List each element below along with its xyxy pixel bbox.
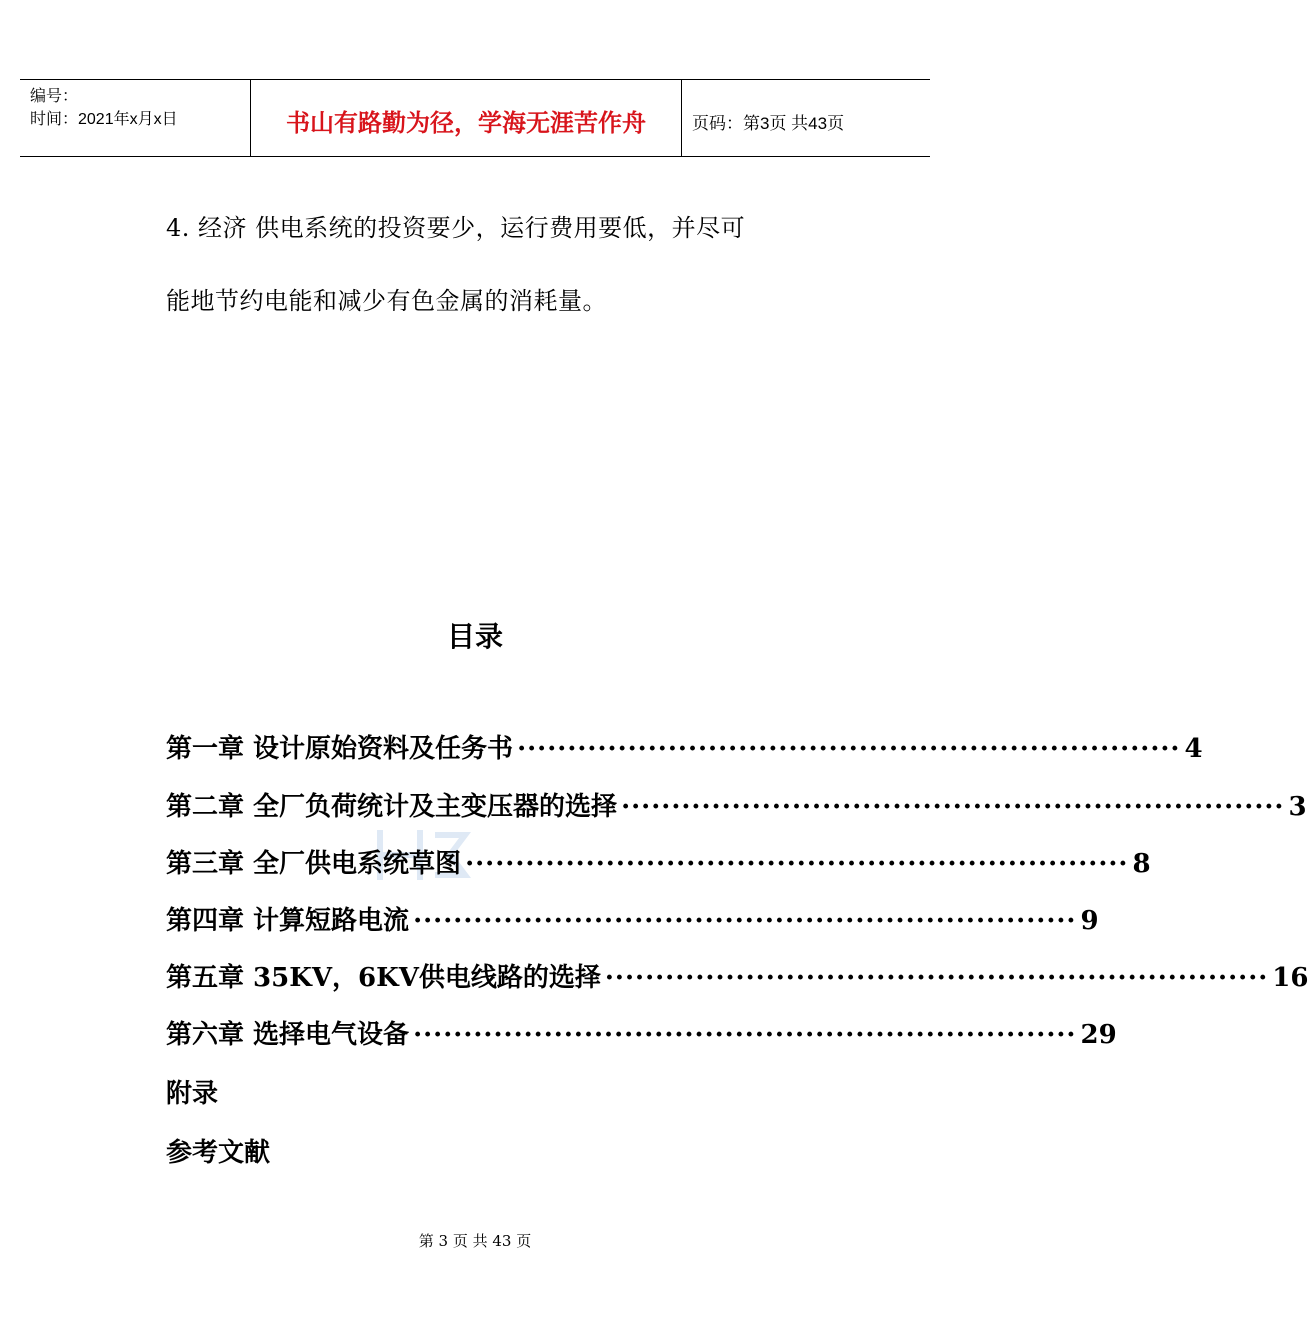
toc-entry-page: 29	[1080, 1020, 1117, 1050]
toc-entry-page: 16	[1272, 963, 1308, 993]
header-page-info: 页码：第3页 共43页	[692, 114, 845, 133]
toc-entry[interactable]	[166, 957, 1308, 997]
page-header	[20, 79, 930, 157]
body-paragraph-line-1: 4. 经济 供电系统的投资要少，运行费用要低，并尽可	[166, 214, 746, 242]
document-time-label: 时间：2021年x月x日	[30, 111, 178, 128]
toc-title: 目录	[446, 620, 503, 653]
toc-entry-page: 4	[1184, 734, 1203, 764]
body-paragraph-line-2: 能地节约电能和减少有色金属的消耗量。	[166, 287, 607, 315]
header-right-cell	[682, 80, 930, 156]
toc-entry[interactable]	[166, 728, 1203, 768]
toc-leader-dots: ··································································	[413, 906, 1077, 936]
toc-entry-page: 9	[1080, 906, 1099, 936]
toc-entry[interactable]	[166, 843, 1151, 883]
toc-leader-dots: ··································································	[465, 849, 1129, 879]
header-middle-cell	[251, 80, 682, 156]
toc-entry-title: 第五章 35KV，6KV供电线路的选择	[166, 963, 601, 993]
toc-leader-dots: ··································································	[604, 963, 1269, 993]
document-code-label: 编号：	[30, 88, 79, 105]
toc-entry-title: 第六章 选择电气设备	[166, 1020, 410, 1050]
toc-entry[interactable]	[166, 786, 1307, 826]
toc-entry-title: 第三章 全厂供电系统草图	[166, 849, 462, 879]
toc-entry[interactable]	[166, 900, 1099, 940]
header-motto: 书山有路勤为径，学海无涯苦作舟	[286, 109, 646, 137]
toc-leader-dots: ··································································	[517, 734, 1181, 764]
toc-appendix[interactable]: 附录	[166, 1079, 219, 1109]
toc-entry-title: 第四章 计算短路电流	[166, 906, 410, 936]
toc-entry-title: 第二章 全厂负荷统计及主变压器的选择	[166, 792, 618, 822]
toc-entry-page: 3	[1288, 792, 1307, 822]
toc-leader-dots: ··································································	[621, 792, 1285, 822]
toc-leader-dots: ··································································	[413, 1020, 1077, 1050]
toc-entry-title: 第一章 设计原始资料及任务书	[166, 734, 514, 764]
toc-entry-page: 8	[1132, 849, 1151, 879]
toc-references[interactable]: 参考文献	[166, 1138, 271, 1168]
page-footer: 第 3 页 共 43 页	[418, 1232, 532, 1250]
header-left-cell	[20, 80, 251, 156]
toc-entry[interactable]	[166, 1014, 1117, 1054]
